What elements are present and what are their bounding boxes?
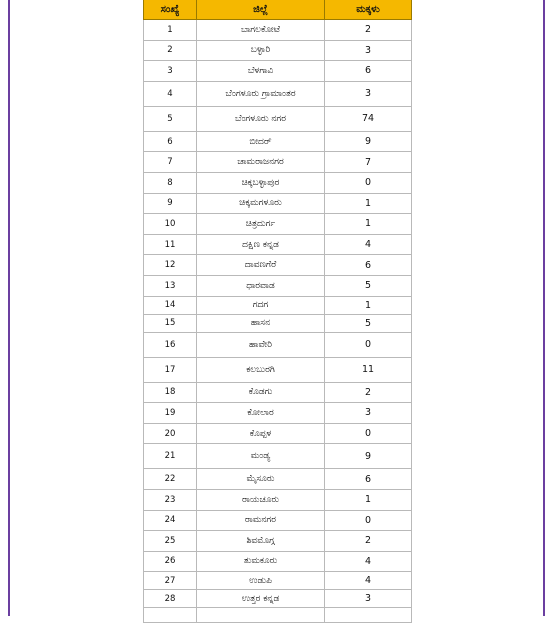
table-row bbox=[144, 510, 412, 531]
row-number: 14 bbox=[144, 296, 197, 314]
row-district: ಉತ್ತರ ಕನ್ನಡ bbox=[197, 590, 325, 608]
row-count: 7 bbox=[325, 152, 412, 173]
row-count: 0 bbox=[325, 332, 412, 357]
row-district: ಕೊಪ್ಪಳ bbox=[197, 423, 325, 444]
table-row bbox=[144, 382, 412, 403]
row-count: 4 bbox=[325, 234, 412, 255]
row-district: ಬೆಳಗಾವಿ bbox=[197, 61, 325, 82]
table-header-row bbox=[144, 0, 412, 20]
table-body bbox=[144, 20, 412, 623]
table-row bbox=[144, 275, 412, 296]
row-count: 1 bbox=[325, 489, 412, 510]
cut-cell bbox=[144, 608, 197, 623]
row-number: 20 bbox=[144, 423, 197, 444]
row-number: 18 bbox=[144, 382, 197, 403]
table-row bbox=[144, 81, 412, 106]
row-number: 6 bbox=[144, 131, 197, 152]
row-district: ರಾಯಚೂರು bbox=[197, 489, 325, 510]
table-row bbox=[144, 590, 412, 608]
row-count: 0 bbox=[325, 510, 412, 531]
table-row bbox=[144, 172, 412, 193]
row-number: 22 bbox=[144, 469, 197, 490]
district-table bbox=[143, 0, 412, 623]
row-number: 2 bbox=[144, 40, 197, 61]
row-district: ಕೋಲಾರ bbox=[197, 403, 325, 424]
row-district: ಬೀದರ್ bbox=[197, 131, 325, 152]
row-count: 3 bbox=[325, 40, 412, 61]
row-number: 4 bbox=[144, 81, 197, 106]
table-row bbox=[144, 193, 412, 214]
row-district: ದಕ್ಷಿಣ ಕನ್ನಡ bbox=[197, 234, 325, 255]
row-district: ಹಾವೇರಿ bbox=[197, 332, 325, 357]
table-row bbox=[144, 314, 412, 332]
row-number: 23 bbox=[144, 489, 197, 510]
row-number: 25 bbox=[144, 531, 197, 552]
row-number: 28 bbox=[144, 590, 197, 608]
table-row bbox=[144, 131, 412, 152]
table-row bbox=[144, 423, 412, 444]
row-number: 7 bbox=[144, 152, 197, 173]
row-count: 9 bbox=[325, 444, 412, 469]
row-district: ಮಂಡ್ಯ bbox=[197, 444, 325, 469]
table-row bbox=[144, 572, 412, 590]
row-count: 6 bbox=[325, 469, 412, 490]
row-count: 2 bbox=[325, 382, 412, 403]
row-count: 6 bbox=[325, 61, 412, 82]
header-district: ಜಿಲ್ಲೆ bbox=[197, 0, 325, 20]
row-number: 15 bbox=[144, 314, 197, 332]
row-district: ಧಾರವಾಡ bbox=[197, 275, 325, 296]
row-count: 3 bbox=[325, 81, 412, 106]
table-row bbox=[144, 20, 412, 41]
row-count: 0 bbox=[325, 172, 412, 193]
row-count: 1 bbox=[325, 296, 412, 314]
table-row bbox=[144, 152, 412, 173]
row-district: ಉಡುಪಿ bbox=[197, 572, 325, 590]
header-number: ಸಂಖ್ಯೆ bbox=[144, 0, 197, 20]
table-row bbox=[144, 296, 412, 314]
row-number: 1 bbox=[144, 20, 197, 41]
row-number: 12 bbox=[144, 255, 197, 276]
table-row bbox=[144, 489, 412, 510]
table-row bbox=[144, 403, 412, 424]
row-district: ಕಲಬುರಗಿ bbox=[197, 357, 325, 382]
row-count: 74 bbox=[325, 106, 412, 131]
table-row bbox=[144, 106, 412, 131]
row-count: 1 bbox=[325, 193, 412, 214]
table-row bbox=[144, 444, 412, 469]
row-count: 5 bbox=[325, 275, 412, 296]
row-count: 0 bbox=[325, 423, 412, 444]
row-district: ರಾಮನಗರ bbox=[197, 510, 325, 531]
row-count: 2 bbox=[325, 531, 412, 552]
table-row bbox=[144, 61, 412, 82]
row-number: 27 bbox=[144, 572, 197, 590]
row-count: 3 bbox=[325, 403, 412, 424]
row-count: 4 bbox=[325, 572, 412, 590]
row-count: 9 bbox=[325, 131, 412, 152]
row-count: 2 bbox=[325, 20, 412, 41]
row-district: ಚಿಕ್ಕಮಗಳೂರು bbox=[197, 193, 325, 214]
table-row-cut bbox=[144, 608, 412, 623]
row-number: 16 bbox=[144, 332, 197, 357]
row-district: ಕೊಡಗು bbox=[197, 382, 325, 403]
table-row bbox=[144, 531, 412, 552]
row-count: 11 bbox=[325, 357, 412, 382]
row-count: 3 bbox=[325, 590, 412, 608]
row-number: 13 bbox=[144, 275, 197, 296]
row-count: 6 bbox=[325, 255, 412, 276]
row-number: 3 bbox=[144, 61, 197, 82]
table-row bbox=[144, 214, 412, 235]
table-row bbox=[144, 357, 412, 382]
table-row bbox=[144, 255, 412, 276]
table-row bbox=[144, 551, 412, 572]
row-district: ಬಳ್ಳಾರಿ bbox=[197, 40, 325, 61]
row-district: ಶಿವಮೊಗ್ಗ bbox=[197, 531, 325, 552]
row-number: 10 bbox=[144, 214, 197, 235]
row-number: 11 bbox=[144, 234, 197, 255]
row-district: ಚಿಕ್ಕಬಳ್ಳಾಪುರ bbox=[197, 172, 325, 193]
row-number: 24 bbox=[144, 510, 197, 531]
row-count: 4 bbox=[325, 551, 412, 572]
row-number: 8 bbox=[144, 172, 197, 193]
header-count: ಮಕ್ಕಳು bbox=[325, 0, 412, 20]
table-row bbox=[144, 332, 412, 357]
row-district: ಬೆಂಗಳೂರು ಗ್ರಾಮಾಂತರ bbox=[197, 81, 325, 106]
row-number: 19 bbox=[144, 403, 197, 424]
row-number: 26 bbox=[144, 551, 197, 572]
table-row bbox=[144, 469, 412, 490]
row-district: ಚಾಮರಾಜನಗರ bbox=[197, 152, 325, 173]
row-number: 5 bbox=[144, 106, 197, 131]
row-district: ಮೈಸೂರು bbox=[197, 469, 325, 490]
table-row bbox=[144, 40, 412, 61]
table-row bbox=[144, 234, 412, 255]
cut-cell bbox=[197, 608, 325, 623]
row-number: 21 bbox=[144, 444, 197, 469]
cut-cell bbox=[325, 608, 412, 623]
row-number: 9 bbox=[144, 193, 197, 214]
row-district: ದಾವಣಗೆರೆ bbox=[197, 255, 325, 276]
row-count: 5 bbox=[325, 314, 412, 332]
row-district: ಗದಗ bbox=[197, 296, 325, 314]
row-district: ಚಿತ್ರದುರ್ಗ bbox=[197, 214, 325, 235]
row-district: ಬೆಂಗಳೂರು ನಗರ bbox=[197, 106, 325, 131]
row-district: ತುಮಕೂರು bbox=[197, 551, 325, 572]
row-count: 1 bbox=[325, 214, 412, 235]
row-district: ಬಾಗಲಕೋಟೆ bbox=[197, 20, 325, 41]
row-number: 17 bbox=[144, 357, 197, 382]
row-district: ಹಾಸನ bbox=[197, 314, 325, 332]
